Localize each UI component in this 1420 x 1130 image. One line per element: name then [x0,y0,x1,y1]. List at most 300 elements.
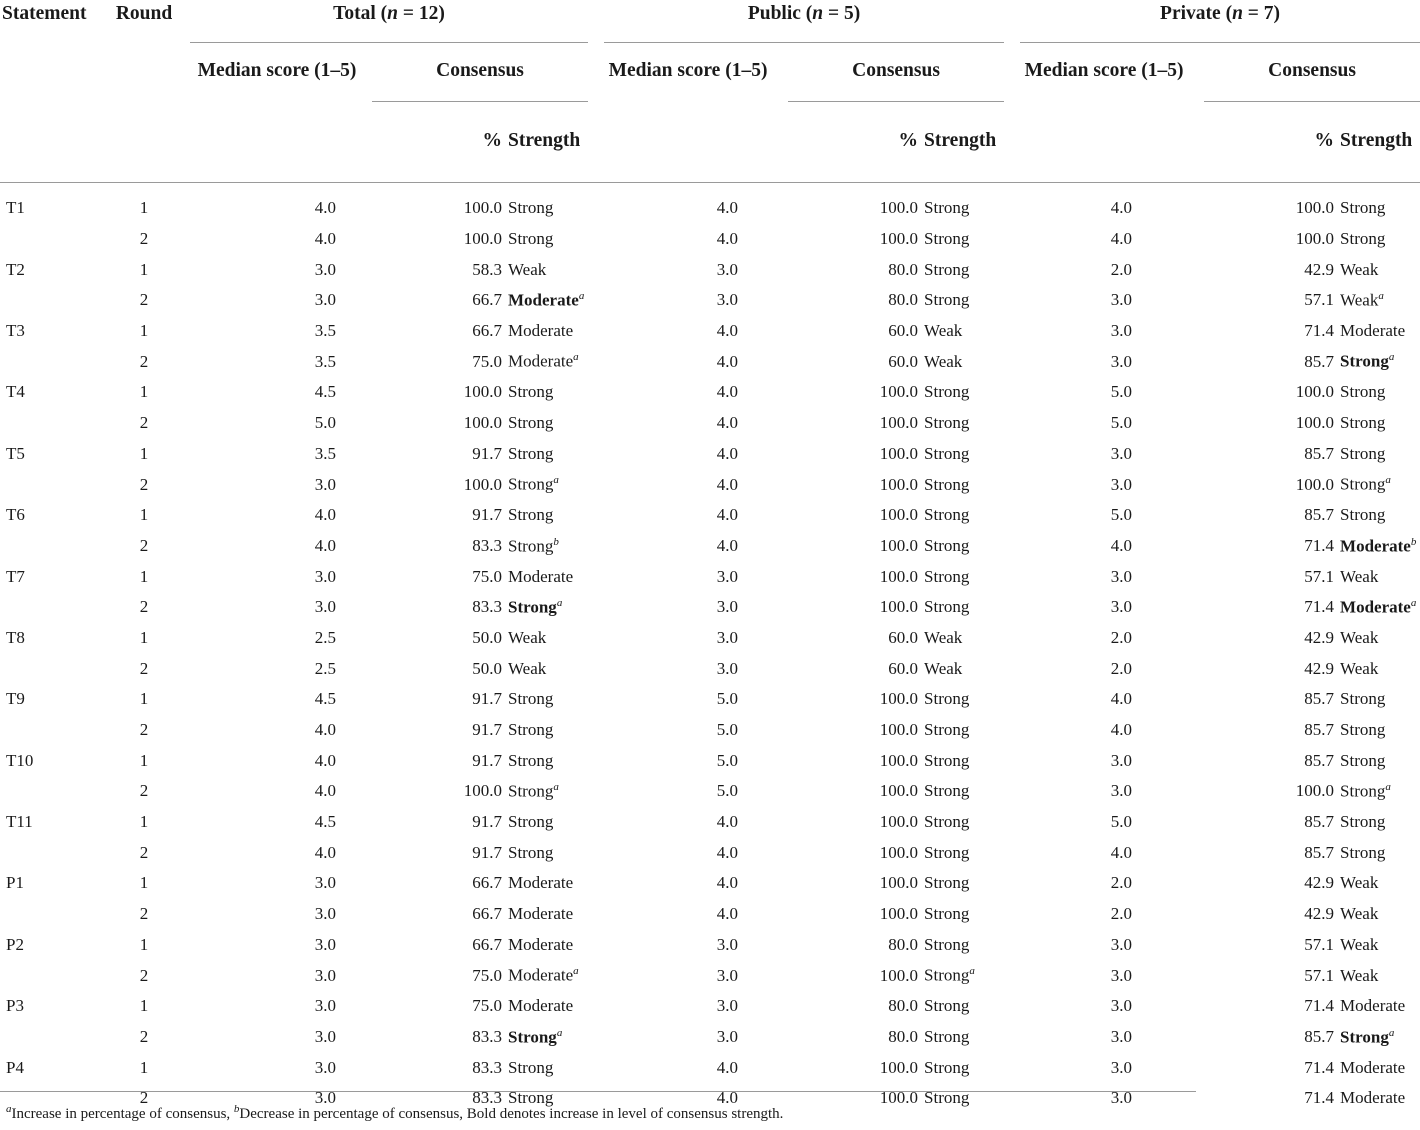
private-median-cell: 3.0 [1110,965,1133,985]
strength-label: Strong [924,1088,970,1108]
total-median-cell: 3.0 [314,996,336,1016]
public-pct-cell: 100.0 [879,873,919,893]
round-cell: 2 [139,290,149,310]
private-median-cell: 4.0 [1110,198,1133,218]
public-strength-cell [924,316,1004,347]
public-median-cell: 5.0 [716,720,739,740]
private-median-cell: 3.0 [1110,1057,1133,1077]
private-strength-cell [1340,531,1420,562]
group-header-total: Total (n = 12) [182,0,588,46]
statement-cell: T4 [6,382,25,402]
pct-header: % [372,116,508,183]
private-pct-cell: 71.4 [1304,1088,1335,1108]
strength-label: Moderate [508,352,574,372]
total-pct-cell: 83.3 [472,1057,502,1077]
strength-label: Strong [924,382,970,402]
total-median-cell: 3.0 [314,904,336,924]
strength-label: Weak [1340,904,1379,924]
public-median-cell: 4.0 [716,443,739,463]
public-pct-cell: 100.0 [879,689,919,709]
strength-label: Strong [924,229,970,249]
n-label: n [812,3,824,24]
round-cell: 1 [139,566,149,586]
total-strength-cell [508,960,588,991]
public-strength-cell [924,623,1004,654]
public-pct-cell: 80.0 [888,1026,919,1046]
private-strength-cell [1340,991,1420,1022]
strength-label: Strong [924,750,970,770]
total-pct-cell: 75.0 [472,566,502,586]
public-pct-cell: 60.0 [888,658,919,678]
public-strength-cell [924,991,1004,1022]
private-pct-cell: 85.7 [1304,505,1335,525]
total-median-cell: 3.0 [314,474,336,494]
private-pct-cell: 85.7 [1304,812,1335,832]
statement-cell: T11 [6,812,33,832]
total-strength-cell [508,254,588,285]
private-pct-cell: 57.1 [1304,965,1335,985]
strength-label: Strong [1340,382,1386,402]
footnote-marker: a [969,965,975,978]
total-median-cell: 4.5 [314,382,336,402]
private-median-cell: 2.0 [1110,873,1133,893]
total-strength-cell [508,1052,588,1083]
round-cell: 2 [139,842,149,862]
private-pct-cell: 71.4 [1304,321,1335,341]
total-median-cell: 4.0 [314,720,336,740]
statement-cell: P4 [6,1057,24,1077]
public-median-cell: 3.0 [716,934,739,954]
footnote-marker: a [1388,1026,1395,1039]
total-strength-cell [508,224,588,255]
strength-label: Moderate [508,290,579,310]
strength-label: Weak [1340,627,1379,647]
public-median-cell: 3.0 [716,996,739,1016]
statement-cell [0,592,106,623]
public-strength-cell [924,408,1004,439]
total-median-cell: 4.5 [314,812,336,832]
private-median-cell: 4.0 [1110,842,1133,862]
table-row [0,377,1420,408]
private-strength-cell [1340,469,1420,500]
total-pct-cell: 66.7 [472,873,502,893]
public-median-cell: 3.0 [716,627,739,647]
total-pct-cell: 100.0 [463,229,502,249]
table-row [0,623,1420,654]
private-median-cell: 2.0 [1110,259,1133,279]
statement-cell [0,837,106,868]
strength-label: Strong [1340,229,1386,249]
total-median-cell: 2.5 [314,627,336,647]
table-row [0,1052,1420,1083]
strength-label: Moderate [1340,536,1411,556]
group-header-public: Public (n = 5) [588,0,1004,46]
strength-label: Strong [508,1088,554,1108]
total-pct-cell: 66.7 [472,934,502,954]
private-median-cell: 3.0 [1110,321,1133,341]
total-strength-cell [508,592,588,623]
public-median-cell: 4.0 [716,229,739,249]
strength-label: Strong [508,812,554,832]
round-cell: 1 [139,627,149,647]
total-strength-cell [508,285,588,316]
private-pct-cell: 71.4 [1304,535,1335,555]
strength-label: Strong [1340,198,1386,218]
round-cell: 1 [139,198,149,218]
consensus-header: Consensus [1204,46,1420,116]
private-strength-cell [1340,408,1420,439]
private-median-cell: 2.0 [1110,658,1133,678]
footnote-marker: a [1385,781,1391,794]
table-row [0,899,1420,930]
strength-label: Weak [1340,934,1379,954]
strength-label: Moderate [508,965,574,985]
table-row [0,930,1420,961]
round-cell: 1 [139,382,149,402]
total-median-cell: 3.0 [314,597,336,617]
footnote-marker: a [1385,474,1391,487]
footnote-marker: a [556,596,563,609]
table-row [0,561,1420,592]
private-median-cell: 3.0 [1110,290,1133,310]
public-strength-cell [924,531,1004,562]
table-row [0,960,1420,991]
statement-cell [0,469,106,500]
strength-label: Strong [924,996,970,1016]
total-median-cell: 4.0 [314,198,336,218]
strength-label: Strong [924,689,970,709]
group-header-private: Private (n = 7) [1004,0,1420,46]
private-strength-cell [1340,715,1420,746]
private-median-cell: 4.0 [1110,689,1133,709]
private-pct-cell: 42.9 [1304,904,1335,924]
total-pct-cell: 66.7 [472,904,502,924]
strength-label: Strong [508,536,554,556]
table-row [0,439,1420,470]
strength-label: Strong [1340,443,1386,463]
private-strength-cell [1340,653,1420,684]
public-pct-cell: 100.0 [879,474,919,494]
statement-cell [0,224,106,255]
total-median-cell: 5.0 [314,413,336,433]
table-row [0,776,1420,807]
statement-cell: T3 [6,321,25,341]
total-median-cell: 3.0 [314,566,336,586]
strength-label: Strong [1340,474,1386,494]
public-median-cell: 4.0 [716,413,739,433]
public-pct-cell: 100.0 [879,720,919,740]
statement-cell: P1 [6,873,24,893]
round-cell: 2 [139,229,149,249]
public-strength-cell [924,346,1004,377]
strength-label: Strong [924,965,970,985]
strength-label: Weak [924,627,963,647]
private-strength-cell [1340,1052,1420,1083]
total-pct-cell: 91.7 [472,720,502,740]
total-strength-cell [508,531,588,562]
public-median-cell: 4.0 [716,873,739,893]
public-pct-cell: 80.0 [888,259,919,279]
round-cell: 1 [139,321,149,341]
total-pct-cell: 100.0 [463,382,502,402]
total-median-cell: 4.0 [314,535,336,555]
strength-label: Strong [1340,1027,1389,1047]
round-cell: 2 [139,413,149,433]
total-median-cell: 3.0 [314,1026,336,1046]
public-strength-cell [924,868,1004,899]
public-median-cell: 4.0 [716,198,739,218]
public-strength-cell [924,1083,1004,1114]
round-cell: 2 [139,1026,149,1046]
statement-cell [0,1022,106,1053]
strength-label: Moderate [508,934,574,954]
public-pct-cell: 80.0 [888,290,919,310]
total-pct-cell: 50.0 [472,658,502,678]
public-strength-cell [924,1022,1004,1053]
table-row [0,316,1420,347]
strength-label: Strong [1340,720,1386,740]
private-strength-cell [1340,837,1420,868]
private-pct-cell: 85.7 [1304,842,1335,862]
footnote-marker: b [1410,535,1417,548]
strength-label: Strong [1340,750,1386,770]
strength-header: Strength [1340,116,1420,183]
total-strength-cell [508,623,588,654]
strength-header: Strength [508,116,588,183]
strength-label: Weak [508,627,547,647]
private-strength-cell [1340,439,1420,470]
total-strength-cell [508,561,588,592]
private-median-cell: 3.0 [1110,996,1133,1016]
public-pct-cell: 60.0 [888,627,919,647]
strength-label: Weak [1340,566,1379,586]
public-strength-cell [924,285,1004,316]
round-cell: 1 [139,873,149,893]
public-median-cell: 4.0 [716,351,739,371]
total-pct-cell: 75.0 [472,965,502,985]
total-median-cell: 3.5 [314,443,336,463]
public-strength-cell [924,377,1004,408]
total-strength-cell [508,776,588,807]
private-strength-cell [1340,377,1420,408]
round-cell: 1 [139,505,149,525]
private-strength-cell [1340,807,1420,838]
public-median-cell: 4.0 [716,904,739,924]
table-row [0,285,1420,316]
public-strength-cell [924,807,1004,838]
strength-label: Moderate [1340,1088,1406,1108]
total-median-cell: 4.0 [314,229,336,249]
private-median-cell: 5.0 [1110,382,1133,402]
private-median-cell: 4.0 [1110,535,1133,555]
private-strength-cell [1340,868,1420,899]
total-strength-cell [508,316,588,347]
strength-label: Strong [924,873,970,893]
table-row [0,531,1420,562]
strength-label: Strong [924,812,970,832]
private-pct-cell: 100.0 [1295,781,1335,801]
table-row [0,991,1420,1022]
footnote-marker: a [553,781,559,794]
footnote-marker: a [1378,290,1384,303]
strength-label: Strong [924,290,970,310]
private-strength-cell [1340,316,1420,347]
public-median-cell: 4.0 [716,505,739,525]
strength-label: Strong [1340,505,1386,525]
consensus-header: Consensus [372,46,588,116]
public-pct-cell: 100.0 [879,1088,919,1108]
round-cell: 1 [139,259,149,279]
public-pct-cell: 100.0 [879,229,919,249]
total-strength-cell [508,653,588,684]
private-pct-cell: 71.4 [1304,996,1335,1016]
footnote-marker: a [1410,596,1417,609]
strength-label: Strong [924,842,970,862]
statement-cell [0,960,106,991]
strength-label: Weak [508,658,547,678]
strength-label: Weak [924,351,963,371]
public-strength-cell [924,899,1004,930]
total-median-cell: 4.5 [314,689,336,709]
private-median-cell: 3.0 [1110,781,1133,801]
table-row [0,408,1420,439]
total-strength-cell [508,193,588,224]
total-pct-cell: 83.3 [472,597,502,617]
strength-label: Weak [1340,259,1379,279]
private-median-cell: 3.0 [1110,1088,1133,1108]
private-median-cell: 3.0 [1110,750,1133,770]
strength-label: Strong [1340,689,1386,709]
private-median-cell: 2.0 [1110,627,1133,647]
public-strength-cell [924,745,1004,776]
public-strength-cell [924,592,1004,623]
public-pct-cell: 100.0 [879,566,919,586]
public-pct-cell: 100.0 [879,198,919,218]
table-header [0,0,1420,183]
public-median-cell: 5.0 [716,750,739,770]
footnote-marker: a [553,474,559,487]
total-strength-cell [508,439,588,470]
n-value: = 12 [402,3,439,24]
total-pct-cell: 83.3 [472,1026,502,1046]
private-median-cell: 3.0 [1110,474,1133,494]
table-row [0,592,1420,623]
private-pct-cell: 85.7 [1304,1026,1335,1046]
strength-label: Strong [924,413,970,433]
private-median-cell: 3.0 [1110,597,1133,617]
table-row [0,469,1420,500]
public-median-cell: 3.0 [716,965,739,985]
strength-label: Strong [1340,352,1389,372]
total-strength-cell [508,899,588,930]
table-row [0,193,1420,224]
table-row [0,653,1420,684]
median-header: Median score (1–5) [1004,46,1204,183]
statement-header: Statement [0,0,106,183]
total-median-cell: 4.0 [314,842,336,862]
strength-label: Strong [508,198,554,218]
footnote-marker: a [573,351,579,364]
private-pct-cell: 100.0 [1295,474,1335,494]
footnote-marker: a [1388,351,1395,364]
total-strength-cell [508,715,588,746]
public-median-cell: 3.0 [716,290,739,310]
private-strength-cell [1340,776,1420,807]
total-median-cell: 3.0 [314,259,336,279]
round-cell: 2 [139,965,149,985]
public-median-cell: 3.0 [716,566,739,586]
strength-label: Strong [924,474,970,494]
public-median-cell: 4.0 [716,1088,739,1108]
private-pct-cell: 42.9 [1304,627,1335,647]
total-pct-cell: 66.7 [472,290,502,310]
public-strength-cell [924,254,1004,285]
total-median-cell: 3.0 [314,1088,336,1108]
round-cell: 1 [139,996,149,1016]
strength-label: Moderate [1340,996,1406,1016]
total-strength-cell [508,868,588,899]
statement-cell [0,285,106,316]
public-median-cell: 4.0 [716,812,739,832]
pct-header: % [788,116,924,183]
public-median-cell: 3.0 [716,658,739,678]
total-pct-cell: 100.0 [463,198,502,218]
private-strength-cell [1340,561,1420,592]
private-median-cell: 3.0 [1110,1026,1133,1046]
public-pct-cell: 100.0 [879,535,919,555]
footnote-marker: a [573,965,579,978]
consensus-header: Consensus [788,46,1004,116]
public-median-cell: 3.0 [716,597,739,617]
strength-label: Strong [1340,812,1386,832]
strength-label: Strong [924,904,970,924]
public-strength-cell [924,837,1004,868]
total-pct-cell: 66.7 [472,321,502,341]
private-pct-cell: 85.7 [1304,750,1335,770]
strength-label: Strong [924,505,970,525]
strength-label: Strong [508,720,554,740]
private-strength-cell [1340,1022,1420,1053]
total-strength-cell [508,500,588,531]
total-strength-cell [508,684,588,715]
statement-cell [0,531,106,562]
private-median-cell: 3.0 [1110,443,1133,463]
total-median-cell: 2.5 [314,658,336,678]
total-pct-cell: 91.7 [472,842,502,862]
public-strength-cell [924,500,1004,531]
footnote [6,1103,783,1123]
private-strength-cell [1340,930,1420,961]
total-median-cell: 4.0 [314,750,336,770]
strength-label: Weak [924,658,963,678]
private-pct-cell: 42.9 [1304,873,1335,893]
round-cell: 2 [139,1088,149,1108]
table-row [0,346,1420,377]
round-header: Round [106,0,182,183]
private-median-cell: 5.0 [1110,413,1133,433]
total-pct-cell: 91.7 [472,505,502,525]
public-pct-cell: 60.0 [888,351,919,371]
strength-label: Weak [508,259,547,279]
strength-label: Strong [508,1057,554,1077]
strength-label: Moderate [508,873,574,893]
total-strength-cell [508,346,588,377]
strength-label: Strong [924,781,970,801]
table-row [0,254,1420,285]
public-strength-cell [924,960,1004,991]
private-strength-cell [1340,684,1420,715]
public-pct-cell: 100.0 [879,597,919,617]
